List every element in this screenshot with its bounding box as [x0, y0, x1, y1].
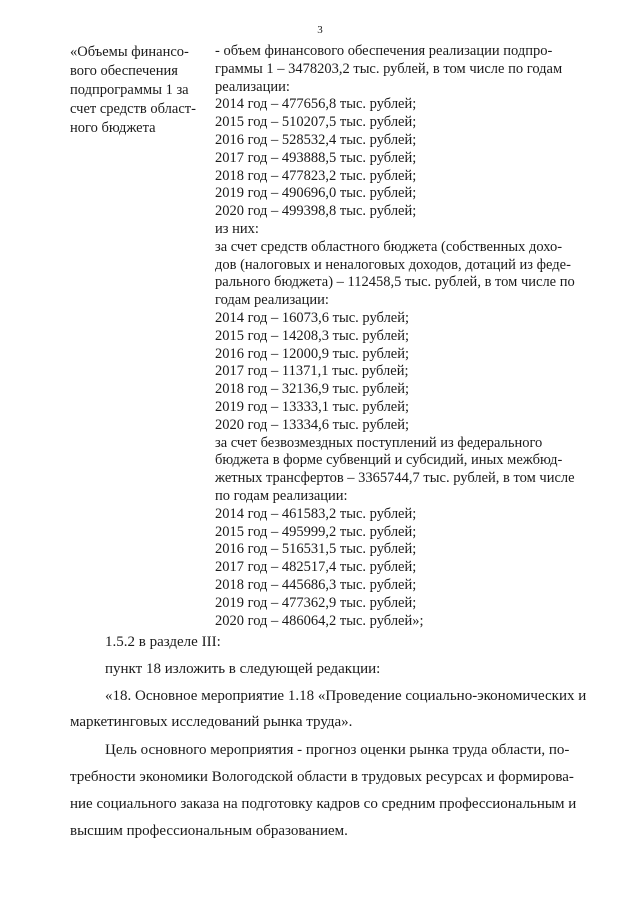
detail-line: за счет средств областного бюджета (собственных дохо- — [215, 238, 563, 255]
detail-line: дов (налоговых и неналоговых доходов, дотаций из феде- — [215, 256, 571, 273]
detail-line: из них: — [215, 220, 259, 237]
detail-line: бюджета в форме субвенций и субсидий, иных межбюд- — [215, 452, 563, 469]
detail-line: 2018 год – 32136,9 тыс. рублей; — [215, 381, 410, 398]
detail-line: граммы 1 – 3478203,2 тыс. рублей, в том числе по годам — [215, 60, 563, 77]
detail-line: 2016 год – 516531,5 тыс. рублей; — [215, 541, 417, 558]
label-line: счет средств област- — [70, 101, 196, 117]
detail-line: 2014 год – 16073,6 тыс. рублей; — [215, 309, 410, 326]
detail-line: 2020 год – 499398,8 тыс. рублей; — [215, 203, 417, 220]
amendment-instruction: пункт 18 изложить в следующей редакции: — [105, 661, 381, 677]
activity-heading-line1: «18. Основное мероприятие 1.18 «Проведение социально-экономических и — [105, 688, 587, 704]
goal-paragraph-line2: требности экономики Вологодской области в трудовых ресурсах и формирова- — [70, 769, 574, 785]
detail-line: 2016 год – 528532,4 тыс. рублей; — [215, 131, 417, 148]
label-line: «Объемы финансо- — [70, 44, 189, 60]
detail-line: 2018 год – 445686,3 тыс. рублей; — [215, 576, 417, 593]
detail-line: 2019 год – 490696,0 тыс. рублей; — [215, 185, 417, 202]
detail-line: 2017 год – 493888,5 тыс. рублей; — [215, 149, 417, 166]
detail-line: по годам реализации: — [215, 487, 348, 504]
label-line: вого обеспечения — [70, 63, 178, 79]
detail-line: 2016 год – 12000,9 тыс. рублей; — [215, 345, 410, 362]
page-number: 3 — [317, 24, 323, 36]
passport-label-column — [70, 43, 210, 138]
detail-line: за счет безвозмездных поступлений из федерального — [215, 434, 543, 451]
section-reference: 1.5.2 в разделе III: — [105, 634, 221, 650]
detail-line: 2015 год – 510207,5 тыс. рублей; — [215, 114, 417, 131]
detail-line: 2014 год – 461583,2 тыс. рублей; — [215, 505, 417, 522]
detail-line: 2017 год – 482517,4 тыс. рублей; — [215, 559, 417, 576]
detail-line: 2015 год – 14208,3 тыс. рублей; — [215, 327, 410, 344]
goal-paragraph-line1: Цель основного мероприятия - прогноз оценки рынка труда области, по- — [105, 742, 570, 758]
detail-line: жетных трансфертов – 3365744,7 тыс. рублей, в том числе — [215, 470, 575, 487]
detail-line: годам реализации: — [215, 292, 329, 309]
label-line: подпрограммы 1 за — [70, 82, 189, 98]
detail-line: рального бюджета) – 112458,5 тыс. рублей, в том числе по — [215, 274, 575, 291]
detail-line: 2014 год – 477656,8 тыс. рублей; — [215, 96, 417, 113]
detail-line: реализации: — [215, 78, 290, 95]
detail-line: 2019 год – 477362,9 тыс. рублей; — [215, 594, 417, 611]
detail-line: - объем финансового обеспечения реализации подпро- — [215, 43, 553, 59]
detail-line: 2017 год – 11371,1 тыс. рублей; — [215, 363, 409, 380]
detail-line: 2019 год – 13333,1 тыс. рублей; — [215, 398, 410, 415]
detail-line: 2020 год – 13334,6 тыс. рублей; — [215, 416, 410, 433]
goal-paragraph-line3: ние социального заказа на подготовку кадров со средним профессиональным и — [70, 796, 577, 812]
goal-paragraph-line4: высшим профессиональным образованием. — [70, 823, 348, 839]
label-line: ного бюджета — [70, 120, 156, 136]
detail-line: 2020 год – 486064,2 тыс. рублей»; — [215, 612, 424, 629]
detail-line: 2015 год – 495999,2 тыс. рублей; — [215, 523, 417, 540]
activity-heading-line2: маркетинговых исследований рынка труда». — [70, 714, 353, 730]
detail-line: 2018 год – 477823,2 тыс. рублей; — [215, 167, 417, 184]
funding-details-column — [215, 43, 600, 630]
